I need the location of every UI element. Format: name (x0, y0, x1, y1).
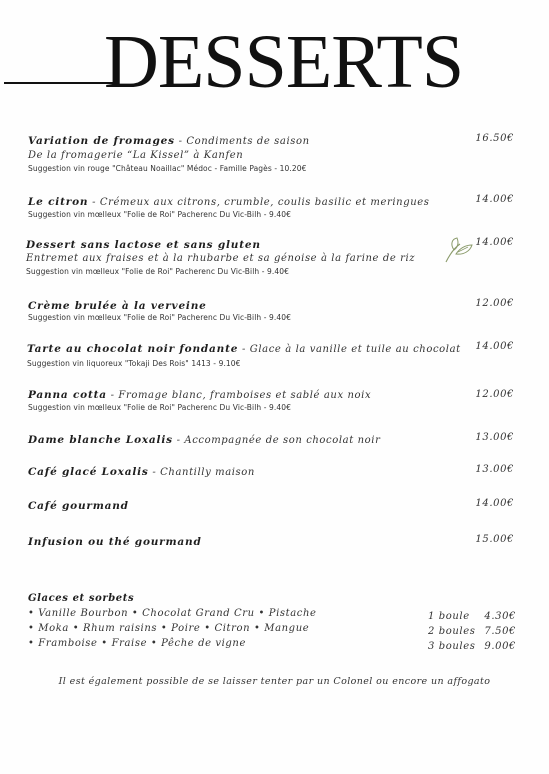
scoop-price: 7.50€ (484, 626, 516, 637)
title-rule (4, 82, 114, 84)
item-name: Dessert sans lactose et sans gluten (26, 239, 261, 251)
wine-suggestion: Suggestion vin mœlleux "Folie de Roi" Pacherenc Du Vic-Bilh - 9.40€ (28, 313, 291, 322)
scoop-count: 3 boules (428, 641, 476, 652)
item-name: Variation de fromages (28, 135, 175, 147)
item-origin: De la fromagerie “La Kissel” à Kanfen (28, 150, 244, 161)
scoop-count: 2 boules (428, 626, 476, 637)
item-name: Café gourmand (28, 500, 129, 512)
item-price: 13.00€ (475, 432, 514, 443)
item-description: Chantilly maison (160, 467, 255, 478)
item-price: 16.50€ (475, 133, 514, 144)
item-description: Glace à la vanille et tuile au chocolat (249, 344, 461, 355)
leaf-icon (442, 236, 474, 264)
item-name: Le citron (28, 196, 89, 208)
item-price: 12.00€ (475, 298, 514, 309)
menu-item-dame-blanche (28, 431, 520, 448)
flavor-line: • Vanille Bourbon • Chocolat Grand Cru • Pistache (28, 608, 317, 619)
item-name: Crème brulée à la verveine (28, 300, 207, 312)
item-name: Café glacé Loxalis (28, 466, 149, 478)
item-name: Dame blanche Loxalis (28, 434, 173, 446)
item-price: 14.00€ (475, 341, 514, 352)
menu-item-variation-de-fromages (28, 132, 520, 173)
menu-item-cafe-gourmand (28, 497, 520, 513)
menu-item-cafe-glace (28, 463, 520, 480)
scoop-row (428, 609, 520, 624)
menu-item-le-citron (28, 193, 520, 219)
flavor-line: • Framboise • Fraise • Pêche de vigne (28, 638, 246, 649)
menu-item-infusion (28, 533, 520, 549)
flavor-line: • Moka • Rhum raisins • Poire • Citron • Mangue (28, 623, 310, 634)
item-description: Condiments de saison (186, 136, 310, 147)
scoop-prices (428, 609, 520, 654)
item-separator: - (148, 467, 161, 478)
item-name: Panna cotta (28, 389, 107, 401)
item-description: Fromage blanc, framboises et sablé aux noix (118, 390, 372, 401)
item-name: Infusion ou thé gourmand (28, 536, 202, 548)
item-separator: - (174, 136, 187, 147)
scoop-count: 1 boule (428, 611, 470, 622)
wine-suggestion: Suggestion vin rouge "Château Noaillac" Médoc - Famille Pagès - 10.20€ (28, 164, 307, 173)
item-price: 15.00€ (475, 534, 514, 545)
glaces-title: Glaces et sorbets (28, 593, 135, 604)
item-separator: - (172, 435, 185, 446)
item-name: Tarte au chocolat noir fondante (27, 343, 239, 355)
item-separator: - (88, 197, 100, 208)
item-price: 12.00€ (475, 389, 514, 400)
item-price: 14.00€ (475, 237, 514, 248)
scoop-price: 9.00€ (484, 641, 516, 652)
wine-suggestion: Suggestion vin mœlleux "Folie de Roi" Pacherenc Du Vic-Bilh - 9.40€ (26, 267, 289, 276)
scoop-row (428, 639, 520, 654)
item-price: 13.00€ (475, 464, 514, 475)
page-title: DESSERTS (104, 20, 464, 104)
menu-item-panna-cotta (28, 386, 520, 412)
wine-suggestion: Suggestion vin mœlleux "Folie de Roi" Pacherenc Du Vic-Bilh - 9.40€ (28, 403, 291, 412)
item-description: Accompagnée de son chocolat noir (184, 435, 381, 446)
scoop-price: 4.30€ (484, 611, 516, 622)
menu-item-tarte-au-chocolat (27, 340, 520, 368)
item-price: 14.00€ (475, 498, 514, 509)
item-separator: - (106, 390, 119, 401)
glaces-section (28, 592, 520, 651)
item-description: Entremet aux fraises et à la rhubarbe et sa génoise à la farine de riz (26, 253, 416, 264)
footer-note: Il est également possible de se laisser tenter par un Colonel ou encore un affogato (58, 676, 491, 687)
item-separator: - (238, 344, 250, 355)
scoop-row (428, 624, 520, 639)
item-description: Crémeux aux citrons, crumble, coulis basilic et meringues (99, 197, 430, 208)
wine-suggestion: Suggestion vin liquoreux "Tokaji Des Rois" 1413 - 9.10€ (27, 359, 241, 368)
menu-item-creme-brulee (28, 297, 520, 322)
item-price: 14.00€ (475, 194, 514, 205)
wine-suggestion: Suggestion vin mœlleux "Folie de Roi" Pacherenc Du Vic-Bilh - 9.40€ (28, 210, 291, 219)
